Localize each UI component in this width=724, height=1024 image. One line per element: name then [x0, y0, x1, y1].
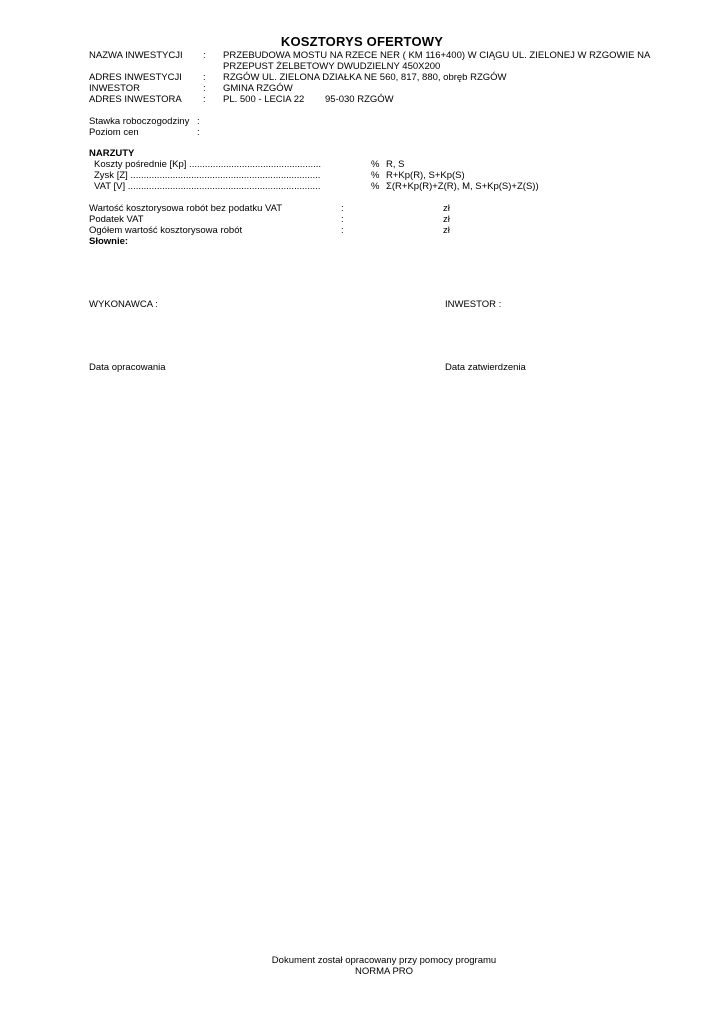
investment-address-label: ADRES INWESTYCJI [89, 72, 182, 83]
investment-name-value-line2: PRZEPUST ŻELBETOWY DWUDZIELNY 450X200 [223, 61, 441, 72]
surcharge-indirect-costs-unit: % [371, 159, 380, 170]
document-title: KOSZTORYS OFERTOWY [280, 34, 444, 49]
total-vat-separator: : [341, 214, 344, 225]
investment-address-separator: : [203, 72, 206, 83]
investor-address-city: 95-030 RZGÓW [325, 94, 394, 105]
total-vat-label: Podatek VAT [89, 214, 144, 225]
surcharge-indirect-costs-label: Koszty pośrednie [Kp] .................................................. [94, 159, 322, 170]
surcharge-indirect-costs-formula: R, S [386, 159, 405, 170]
total-gross-currency: zł [443, 225, 450, 236]
labor-rate-separator: : [197, 116, 200, 127]
price-level-label: Poziom cen [89, 127, 139, 138]
surcharge-profit-formula: R+Kp(R), S+Kp(S) [386, 170, 465, 181]
amount-in-words-label: Słownie: [89, 236, 129, 247]
surcharges-heading: NARZUTY [89, 148, 135, 159]
investment-name-value-line1: PRZEBUDOWA MOSTU NA RZECE NER ( KM 116+400) W CIĄGU UL. ZIELONEJ W RZGOWIE NA [223, 50, 651, 61]
labor-rate-label: Stawka roboczogodziny [89, 116, 190, 127]
surcharge-vat-label: VAT [V] ......................................................................... [94, 181, 321, 192]
investment-address-value: RZGÓW UL. ZIELONA DZIAŁKA NE 560, 817, 880, obręb RZGÓW [223, 72, 507, 83]
prepared-date-label: Data opracowania [89, 362, 166, 373]
surcharge-profit-unit: % [371, 170, 380, 181]
investor-signature-label: INWESTOR : [445, 299, 502, 310]
investor-address-street: PL. 500 - LECIA 22 [223, 94, 305, 105]
total-vat-currency: zł [443, 214, 450, 225]
investment-name-label: NAZWA INWESTYCJI [89, 50, 183, 61]
surcharge-profit-label: Zysk [Z] ........................................................................ [94, 170, 321, 181]
investor-label: INWESTOR [89, 83, 141, 94]
investor-separator: : [203, 83, 206, 94]
total-net-separator: : [341, 203, 344, 214]
total-gross-separator: : [341, 225, 344, 236]
investor-address-separator: : [203, 94, 206, 105]
total-gross-label: Ogółem wartość kosztorysowa robót [89, 225, 243, 236]
total-net-currency: zł [443, 203, 450, 214]
contractor-label: WYKONAWCA : [89, 299, 158, 310]
total-net-label: Wartość kosztorysowa robót bez podatku VAT [89, 203, 283, 214]
footer-line2: NORMA PRO [354, 966, 414, 977]
investor-address-label: ADRES INWESTORA [89, 94, 182, 105]
price-level-separator: : [197, 127, 200, 138]
footer-line1: Dokument został opracowany przy pomocy programu [271, 955, 497, 966]
surcharge-vat-formula: Σ(R+Kp(R)+Z(R), M, S+Kp(S)+Z(S)) [386, 181, 539, 192]
approved-date-label: Data zatwierdzenia [445, 362, 526, 373]
investment-name-separator: : [203, 50, 206, 61]
investor-value: GMINA RZGÓW [223, 83, 293, 94]
surcharge-vat-unit: % [371, 181, 380, 192]
